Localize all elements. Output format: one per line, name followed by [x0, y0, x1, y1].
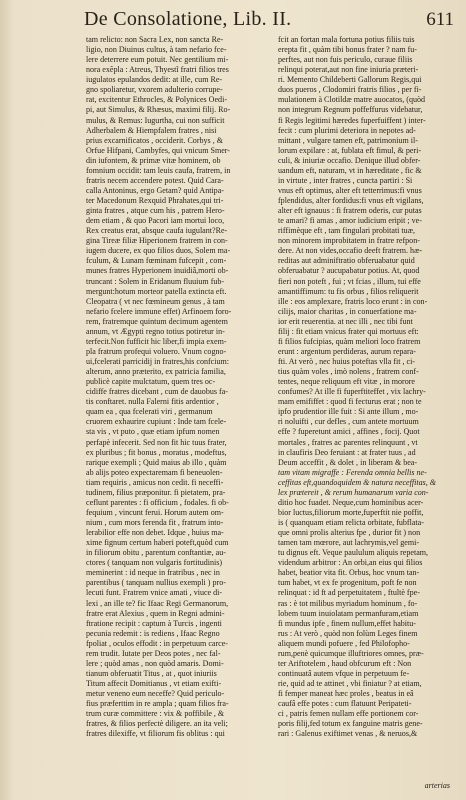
- text-line: vnus eft optimus, alter eft tetterrimus:fi vnus: [278, 185, 422, 195]
- text-line: ginta fratres , atque cum his , patrem Hero-: [86, 206, 225, 216]
- text-line: lorum expilare : at, fublata eft fimul, & peri-: [278, 145, 422, 155]
- text-line: non integrum Regnum poffeffurus videbatur,: [278, 105, 423, 115]
- text-line: lexi , an ille te? fic Ifaac Regi Germanorum,: [86, 598, 229, 608]
- text-line: munes fratres Hyperionem inuidiâ,morti ob-: [86, 266, 229, 276]
- text-line: fi mundus ipfe , finem nullum,effet habitu-: [278, 618, 416, 628]
- text-line: calla Antoninus, ergo Getam? quid Antipa-: [86, 185, 224, 195]
- text-line: fratre erat Alexius , quem in Regni admini-: [86, 608, 225, 618]
- text-line: ri. Memento Childeberti Gallorum Regis,qui: [278, 75, 422, 85]
- text-line: fcit an fortan mala fortuna potius filiis tuis: [278, 35, 415, 44]
- text-line: cruorem exhaurire cupiunt : Inde tam fcele-: [86, 417, 227, 427]
- text-line: pi, aut Simulus, & Rhæsus, maximi filij. Ro-: [86, 105, 231, 115]
- text-line: rie, quid ad te attinet , vbi finiatur ? at etiam,: [278, 679, 422, 688]
- text-line: rarique exempli ; Quid maius ab illo , quàm: [86, 457, 227, 467]
- text-line: tis conftaret. nulla Falerni fitis ardentior ,: [86, 397, 219, 407]
- text-line: ille : eos amplexare, fratris loco erunt : in con-: [278, 296, 428, 306]
- text-line: fequium , vincunt ferui. Horum autem om-: [86, 507, 224, 517]
- text-line: fpoliat , oculos effodit : in perpetuum carce-: [86, 638, 228, 648]
- text-line: rat, excitentur Ethrocles, & Polynices Oedi-: [86, 95, 228, 105]
- text-line: confumes? At ille fi fuperftiteffet , vix lachry-: [278, 387, 426, 397]
- text-line: cidiffe fratres dicebant , cum de dauobus fa-: [86, 387, 228, 397]
- text-line: que omni prolis alterius fpe , durior fit ) non: [278, 528, 421, 538]
- text-line: fi Regis legitimi hæredes fuperfuiffent ) inter-: [278, 115, 426, 125]
- text-line: rus : At verò , quòd non folùm Leges finem: [278, 628, 418, 638]
- text-line: obferuabatur ? aucupabatur potius. At, quod: [278, 266, 420, 276]
- text-line: fratris necem accendere potest. Quid Cara-: [86, 175, 224, 185]
- text-line: dere. At non vides,occafio deeft fratrem. hæ-: [278, 246, 423, 256]
- text-line: uandum eft, naturam, vt in hæreditate , fic &: [278, 165, 422, 175]
- text-line: nora exẽpla : Atreus, Thyestĩ fratri filios tres: [86, 65, 229, 75]
- text-line: tum habet, vt ex fe progenitum, poft fe non: [278, 578, 417, 588]
- text-line: fius præferttim in re ampla ; quam filios fra-: [86, 699, 229, 709]
- text-line: rari : Galenus exiftimet venas , & neruos,&: [278, 729, 418, 739]
- text-line: parentibus ( tanquam nullius exempli ) pro-: [86, 578, 226, 588]
- text-line: quam ea , qua fcelerati viri , germanum: [86, 407, 213, 417]
- text-line: ex pluribus ; fit bonus , moratus , modeftus,: [86, 447, 227, 457]
- page-header: [84, 6, 454, 32]
- text-line: ceffitas eft,quandoquidem & natura neceffitas, &: [278, 477, 437, 487]
- text-line: effe ? fuperetunt amici , affines , focij. Quot: [278, 427, 420, 437]
- text-line: ter Macedonum Rexquid Phrahates,qui tri-: [86, 196, 224, 205]
- text-line: ab alijs poteo expectaremam fi beneuolen-: [86, 467, 223, 477]
- text-line: reditas aut adminiftratio obferuabatur quid: [278, 256, 415, 266]
- text-line: duos pueros , Clodomiri fratris filios , per fi-: [278, 85, 422, 95]
- text-line: nium , cum mors ferenda fit , fratrum into-: [86, 518, 224, 527]
- text-line: pecunia redemit : is rediens , Ifaac Regno: [86, 628, 220, 638]
- text-line: ditio hoc fuadet. Neque,cum hominibus acer-: [278, 497, 424, 507]
- running-head: De Consolatione, Lib. II.: [84, 8, 292, 30]
- text-line: in filiorum obitu , parentum conftantiæ, au-: [86, 548, 226, 558]
- text-line: sta vis , vt puto , quæ etiam ipfum nomen: [86, 427, 220, 437]
- text-line: nefario fcelere immune effet) Arfinoem foro-: [86, 306, 232, 316]
- text-line: caufâ effe potes : cum flatuunt Peripateti-: [278, 699, 412, 709]
- text-line: Adherbalem & Hiempfalem fratres , nisi: [86, 125, 217, 135]
- text-line: ri noluifti , cur defles , cum antete mortuum: [278, 417, 419, 427]
- text-line: lecuti funt. Fratrem vnice amati , viuce di-: [86, 588, 223, 598]
- text-line: ras : è tot milibus myriadum hominum , fo-: [278, 598, 418, 608]
- text-line: ui,fcelerati parricidij in fratres,his confcium:: [86, 357, 229, 366]
- text-line: relinqui poterat,aut non fine iniuria præteri-: [278, 65, 419, 75]
- text-line: Orfue Hifpani, Cambyfes, qui vnicum Smer-: [86, 145, 230, 155]
- text-line: pla fratrum profequi voluero. Vnum cogno-: [86, 346, 227, 356]
- text-line: erepta fit , quàm tibi bonus frater ? nam fu-: [278, 45, 417, 55]
- text-line: lere ; quòd amas , non quòd amaris. Domi-: [86, 658, 224, 668]
- text-line: relinquat : id ft ad perpetuitatem , ftultè fpe-: [278, 588, 420, 598]
- text-line: rum,penè quicumque illuftriores omnes, præ-: [278, 648, 424, 658]
- text-line: Deum acceffit , & dolet , in liberam & bea-: [278, 457, 418, 467]
- text-line: gno spoliaretur, vxorem adulterio corrupe-: [86, 85, 223, 95]
- text-line: iugulatos epulandos dedit: at ille, cum Re-: [86, 75, 223, 85]
- text-line: perfapè infecerit. Sed non fit hic tuus frater,: [86, 437, 227, 447]
- text-line: tiam requiris , amicus non cedit. fi neceffi-: [86, 477, 224, 487]
- text-line: tamen tam mœrore, aut lachrymis,vel gemi-: [278, 538, 419, 548]
- text-line: continuatâ autem vfque in perpetuum fe-: [278, 668, 410, 678]
- text-line: trum curæ committere : vix & poffibile , &: [86, 709, 225, 719]
- text-line: erunt : argentum perdideras, aurum repara-: [278, 346, 416, 356]
- left-text-column: [86, 35, 254, 739]
- text-line: fculum, & Lunam fœminam fufcepit , com-: [86, 256, 227, 266]
- text-line: culi, & iniuriæ occafio. Denique illud obfer-: [278, 155, 421, 165]
- text-line: dem etiam , & quo Pacori iam mortui loco,: [86, 216, 225, 226]
- text-line: rem, fratremque quintum decimum agentem: [86, 316, 228, 326]
- text-line: ipfo prudentior ille fuit : Si ante illum , mo-: [278, 407, 419, 417]
- text-line: truncant : Solem in Eridanum fluuium fub-: [86, 276, 225, 286]
- text-line: lerabilior effe non debet. Idque , huius ma-: [86, 528, 224, 538]
- text-line: mam emififfet : quod fi fecturus erat ; non te: [278, 397, 422, 407]
- text-line: amantiffimum: tu fis orbus , filios reliquerit: [278, 286, 419, 296]
- text-line: ior erit reuerentia. at nec illi , nec tibi funt: [278, 316, 413, 326]
- text-line: prius excarnificatos , occiderit. Corbys , &: [86, 135, 223, 145]
- text-line: mergunt:hotum morteor patella extincta eft.: [86, 286, 227, 296]
- text-line: ctores ( tanquam non vulgaris fortitudinis): [86, 558, 223, 568]
- text-line: iugem ducere, ex quo filios duos, Solem ma-: [86, 246, 231, 256]
- text-line: fratres dilexiffe, vt filiorum fis oblitus : qui: [86, 729, 225, 739]
- text-line: din iufontem, & primæ vitæ hominem, ob: [86, 155, 221, 165]
- text-line: metur veneno eum neceffe? Quid periculo-: [86, 689, 225, 699]
- text-line: in virtute , inter fratres , cuncta partiri : Si: [278, 175, 413, 185]
- text-line: alterum, anno præterito, ex patricia familia,: [86, 367, 226, 377]
- text-line: fplendidus, alter fordidus:fi vnus eft vigilans,: [278, 196, 424, 205]
- text-line: mittant , vulgare tamen eft, patrimonium il-: [278, 135, 418, 145]
- text-line: ter Ariftotelem , haud obfcurum eft : Non: [278, 658, 412, 668]
- text-line: tu dignus eft. Veque paululum aliquis repetam,: [278, 548, 429, 558]
- right-text-column: [278, 35, 446, 739]
- text-line: Cleopatra ( vt nec fœmineum genus , à tam: [86, 296, 225, 306]
- text-line: rem trudit. Iutate per Deos potes , nec fal-: [86, 648, 221, 658]
- text-line: ci , patris femen nullam effe portionem cor-: [278, 709, 419, 719]
- text-line: mulus, & Remus: Iugurtha, cui non sufficit: [86, 115, 225, 125]
- text-line: ftratione recipit : captum à Turcis , ingenti: [86, 618, 222, 628]
- text-line: perftes, aut non fuis periculo, curaue filiis: [278, 55, 413, 65]
- text-line: bior luctus,filiorum morte,fuperftit nie poffit,: [278, 507, 424, 517]
- text-line: cilijs, maior charitas , in conuerfatione ma-: [278, 306, 417, 316]
- text-line: tudinem, filius præponitur. fi pietatem, pra-: [86, 487, 226, 497]
- text-line: fi filios fufcipias, quàm meliori loco fratrem: [278, 336, 421, 346]
- text-line: ceflunt parentes : fi officium , fodales. fi ob-: [86, 497, 229, 507]
- text-line: tam vitam migraffe : Ferenda omnia bellis ne-: [278, 467, 427, 477]
- text-line: Titum affecit Domitianus , vt etiam exifti-: [86, 679, 222, 688]
- catchword: arterias: [424, 781, 450, 790]
- text-line: fieri non poteft , fui ; vt fcias , illum, tui effe: [278, 276, 421, 286]
- text-line: videndum arbitror : An orbi,an eius qui filios: [278, 558, 423, 568]
- text-line: filij : fit etiam vnicus frater qui mortuus eft:: [278, 326, 419, 336]
- text-line: tentes, neque reliquum eft vitæ , in morore: [278, 377, 415, 387]
- text-line: non minorem improbitatem in fratre refpon-: [278, 236, 420, 246]
- text-line: alter eft ignauus : fi fratrem oderis, cur putas: [278, 206, 422, 216]
- text-line: is ( quanquam etiam relicta orbitate, fubflata-: [278, 518, 424, 527]
- text-line: fti. At verò , nec huius poteftas vlla fit , ci-: [278, 357, 415, 366]
- text-line: publicè capite mulctatum, quem tres oc-: [86, 377, 216, 387]
- text-line: lere deterrere eum potuit. Nec gentilium mi-: [86, 55, 229, 65]
- text-line: fecit : cum plurimi deteriora in nepotes ad-: [278, 125, 416, 135]
- text-line: ligio, non Diuinus cultus, à tam nefario fce-: [86, 45, 227, 55]
- text-line: tius quàm voles , imò nolens , fratrem conf-: [278, 367, 419, 377]
- text-line: meminerint : id neque in fratribus , nec in: [86, 568, 220, 578]
- text-line: lex prætereit , & rerum humanarum varia con-: [278, 487, 429, 497]
- text-line: riffimèque eft , tam fingulari probitati tuæ,: [278, 226, 416, 236]
- page-number: 611: [426, 9, 454, 30]
- text-line: annum, vt Ægypti regno totius potiretur in-: [86, 326, 225, 336]
- text-line: fi femper maneat hæc proles , beatus in eâ: [278, 689, 414, 699]
- text-line: in claufiris Deo feruiant : at frater tuus , ad: [278, 447, 416, 457]
- text-line: habet, beatior vita fit. Orbus, hoc vnum tan-: [278, 568, 420, 578]
- text-line: aliquem mundi pofuere , fed Philofopho-: [278, 638, 410, 648]
- text-line: lobem tuum inuiolatam permanfuram,etiam: [278, 608, 419, 618]
- text-line: fratres, & filios perfectè diligere. an ita veli;: [86, 719, 228, 729]
- text-line: xime fignum certum haberi poteft,quòd cum: [86, 538, 229, 548]
- text-line: terfecit.Non fufficit hic liber,fi impia exem-: [86, 336, 227, 346]
- text-line: Rex creatus erat, absque caufa iugulant?Re-: [86, 226, 228, 236]
- text-line: poris filij,fed totum ex fanguine matris gene-: [278, 719, 423, 729]
- text-line: mulationem à Clotildæ matre auocatos, (quòd: [278, 95, 426, 105]
- text-line: te amari? fi amas , amor iudicium eripit ; ve-: [278, 216, 422, 226]
- text-line: fomnium occidit: tam leuis caufa, fratrem, in: [86, 165, 231, 175]
- text-line: mortales , fratres ac parentes relinquunt , vt: [278, 437, 418, 447]
- text-line: gina Tireæ filiæ Hiperionem fratrem in con-: [86, 236, 228, 246]
- text-line: tianum obferuatit Titus , at , quot iniuriis: [86, 668, 217, 678]
- text-line: tam relicto: non Sacra Lex, non sancta Re-: [86, 35, 224, 44]
